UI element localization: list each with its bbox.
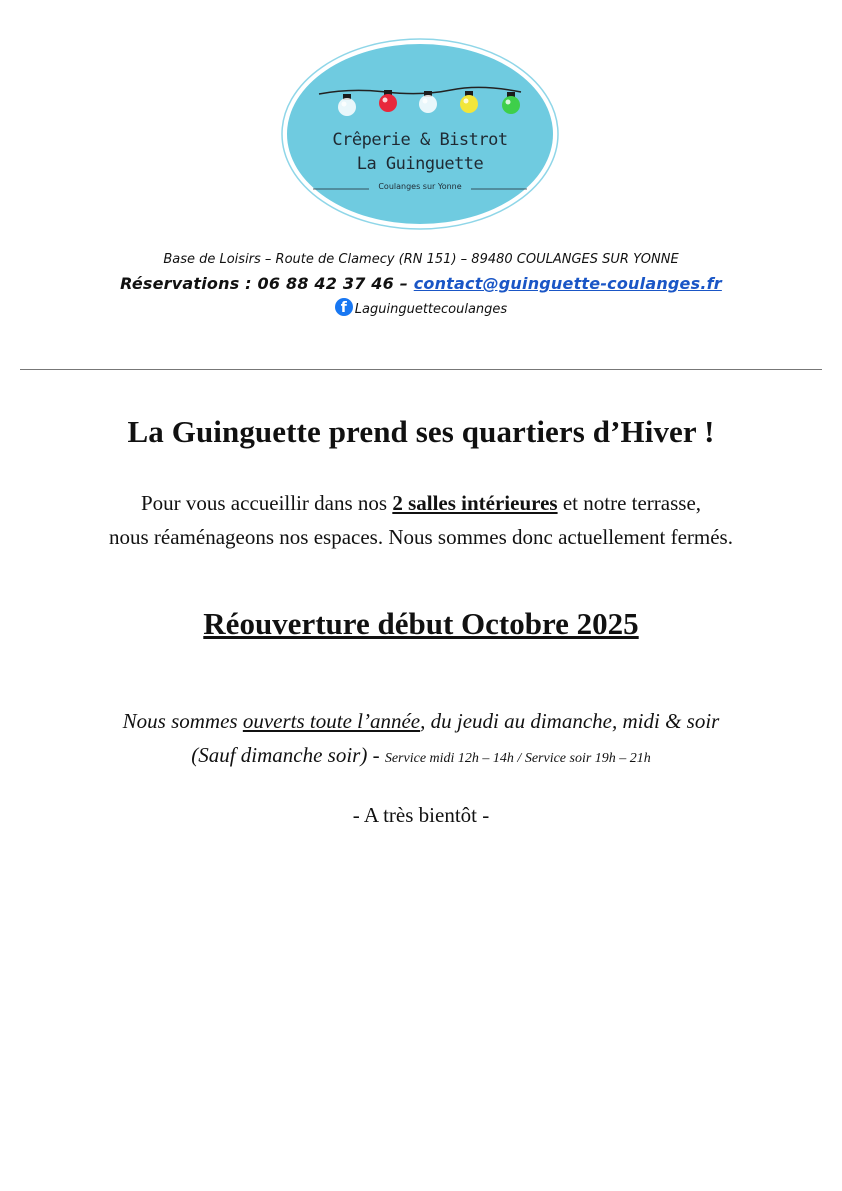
facebook-handle[interactable]: Laguinguettecoulanges (354, 301, 508, 317)
logo-line-1: Crêperie & Bistrot (332, 130, 508, 150)
intro-line-2: nous réaménageons nos espaces. Nous sommes donc actuellement fermés. (109, 525, 733, 549)
hours-line-1 (0, 704, 842, 738)
bulb (460, 95, 478, 113)
intro-text: Pour vous accueillir dans nos (140, 491, 388, 515)
facebook-line (0, 300, 842, 318)
open-all-year: ouverts toute l’année (242, 709, 421, 733)
bulb (338, 98, 356, 116)
address-text: Base de Loisirs – Route de Clamecy (RN 151) – 89480 COULANGES SUR YONNE (163, 252, 679, 267)
logo-line-2: La Guinguette (356, 154, 484, 174)
bulb-highlight (423, 99, 428, 104)
service-times: Service midi 12h – 14h / Service soir 19h – 21h (384, 751, 651, 766)
reopening-title: Réouverture début Octobre 2025 (203, 606, 639, 641)
hours-line-2 (0, 738, 842, 776)
hours-days: , du jeudi au dimanche, midi & soir (420, 709, 720, 733)
logo (281, 38, 559, 230)
hours-exception: (Sauf dimanche soir) - (191, 743, 380, 767)
bulb-highlight (342, 102, 347, 107)
divider (20, 369, 822, 370)
logo-subtitle: Coulanges sur Yonne (378, 182, 462, 191)
rooms-highlight: 2 salles intérieures (392, 491, 558, 515)
intro-text-end: et notre terrasse, (562, 491, 702, 515)
bulb-highlight (464, 99, 469, 104)
farewell: - A très bientôt - (352, 803, 490, 827)
intro-paragraph (0, 486, 842, 554)
headline: La Guinguette prend ses quartiers d’Hiver ! (127, 414, 715, 449)
address (0, 252, 842, 267)
bulb (379, 94, 397, 112)
bulb-highlight (383, 98, 388, 103)
intro-line-1 (0, 486, 842, 520)
bulb-highlight (506, 100, 511, 105)
opening-hours (0, 704, 842, 776)
reservations-phone: Réservations : 06 88 42 37 46 – (120, 274, 408, 293)
facebook-icon[interactable]: f (335, 298, 353, 316)
bulb (502, 96, 520, 114)
hours-text: Nous sommes (122, 709, 238, 733)
reservations-line (0, 274, 842, 293)
email-link[interactable]: contact@guinguette-coulanges.fr (413, 274, 722, 293)
bulb (419, 95, 437, 113)
